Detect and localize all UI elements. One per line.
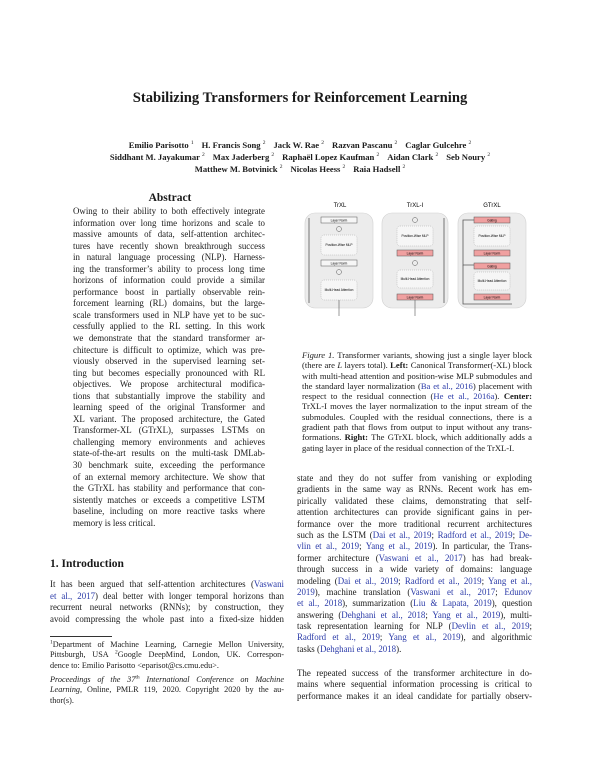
text-line <box>50 602 284 614</box>
bold-label: Left: <box>390 360 409 371</box>
text-span: performance makes it an ideal candidate for partially observ- <box>297 690 532 701</box>
text-line <box>73 229 265 241</box>
author-name: Jack W. Rae <box>273 140 320 150</box>
text-line <box>73 206 265 218</box>
text-line <box>297 553 532 564</box>
citation-link[interactable]: Edunov <box>504 586 532 597</box>
text-span: sistently matches or exceeds a competitive LSTM <box>73 494 265 505</box>
text-line <box>73 460 265 472</box>
text-span: learning speed of the original Transformer and <box>73 402 265 413</box>
text-span: ; <box>425 609 433 620</box>
citation-link[interactable]: Yang et al., <box>487 575 532 586</box>
citation-link[interactable]: Ba et al., 2016 <box>420 380 473 391</box>
citation-link[interactable]: Radford et al., 2019 <box>437 529 513 540</box>
text-span: dence to: Emilio Parisotto <eparisot@cs.cmu.edu>. <box>50 660 219 670</box>
text-line <box>302 381 532 391</box>
superscript: 2 <box>114 649 118 656</box>
text-span: the GTrXL has stability and performance that con- <box>73 483 265 494</box>
citation-link[interactable]: Vaswani <box>253 579 284 589</box>
text-span: ), multi- <box>500 609 533 620</box>
text-span: ). In particular, the Trans- <box>432 541 532 552</box>
text-line <box>302 422 532 432</box>
text-span: gating layer in place of the residual connection of the TrXL-I. <box>302 442 515 453</box>
text-span: ; <box>431 529 438 540</box>
text-line <box>297 564 532 575</box>
text-span: tions that substantially improve the stability and <box>73 390 265 401</box>
text-line <box>73 333 265 345</box>
mlp-box: Position-Wise MLP <box>325 243 353 247</box>
layer-norm-box: Layer Norm <box>406 251 424 256</box>
author-name: Raia Hadsell <box>353 164 401 174</box>
figure-1-caption <box>302 350 532 453</box>
text-span: cessfully applied to the RL setting. In this work <box>73 321 265 332</box>
author-name: Aidan Clark <box>387 152 434 162</box>
text-span: Department of Machine Learning, Carnegie Mellon University, <box>52 640 284 649</box>
text-span: ; <box>398 575 405 586</box>
text-line <box>73 368 265 380</box>
text-span: 30 benchmark suite, exceeding the performance <box>73 460 265 471</box>
text-span: submodules. Coupled with the residual connections, there is a <box>302 411 532 422</box>
text-line <box>302 360 532 370</box>
affiliation-mark: 2 <box>342 164 346 171</box>
attention-box: Multi-Head Attention <box>400 277 430 281</box>
author <box>195 164 283 174</box>
panel-gtrxl <box>458 203 526 308</box>
author <box>291 164 346 174</box>
text-line <box>50 675 284 685</box>
text-span: horizons of information could provide a similar <box>73 275 265 286</box>
text-line <box>73 241 265 253</box>
gating-box: Gating <box>487 264 497 269</box>
text-line <box>73 391 265 403</box>
text-span: baseline, including on more reactive tasks where <box>73 506 265 517</box>
citation-link[interactable]: Vaswani et al., 2017 <box>378 552 463 563</box>
text-line <box>50 591 284 603</box>
text-span: ; <box>512 529 519 540</box>
text-line <box>73 483 265 495</box>
author <box>353 164 405 174</box>
text-span: chitecture is difficult to optimize, which was pre- <box>73 344 265 355</box>
author-name: Emilio Parisotto <box>128 140 189 150</box>
text-line <box>50 614 284 626</box>
text-line <box>73 310 265 322</box>
text-span: ting but becomes especially pronounced with RL <box>73 367 265 378</box>
author-name: Raphaël Lopez Kaufman <box>282 152 375 162</box>
text-span: memory is less critical. <box>73 517 156 528</box>
affiliation-mark: 2 <box>271 152 275 159</box>
attention-box: Multi-Head Attention <box>477 279 507 283</box>
text-line <box>73 356 265 368</box>
affiliation-mark: 2 <box>435 152 439 159</box>
author <box>213 152 274 162</box>
text-line <box>297 507 532 518</box>
bold-label: Center: <box>503 391 532 402</box>
text-line <box>73 298 265 310</box>
text-span: ) deal better with longer temporal horizons than <box>95 590 284 601</box>
proceedings-note <box>50 675 284 706</box>
right-paragraph-1 <box>297 473 532 655</box>
panel-trxl-i <box>382 203 448 316</box>
text-span: objectives. We propose architectural modifica- <box>73 379 265 390</box>
text-line <box>73 264 265 276</box>
author <box>387 152 438 162</box>
text-line <box>302 371 532 381</box>
affiliation-mark: 2 <box>402 164 406 171</box>
text-span: ; <box>359 541 366 552</box>
citation-link[interactable]: Dai et al., 2019 <box>337 575 399 586</box>
text-span: forcement learning (RL) domains, but the large- <box>73 298 265 309</box>
text-line <box>297 576 532 587</box>
text-span: we demonstrate that the standard transformer ar- <box>73 333 265 344</box>
author <box>282 152 379 162</box>
text-line <box>50 696 284 706</box>
superscript: th <box>135 674 140 681</box>
text-span: gradient path that flows from output to input without any trans- <box>302 422 532 433</box>
text-span: ). <box>494 391 504 402</box>
citation-link[interactable]: Yang et al., 2019 <box>388 632 461 643</box>
citation-link[interactable]: De- <box>518 529 532 540</box>
text-span: of an external memory architecture. We show that <box>73 471 265 482</box>
text-line <box>73 402 265 414</box>
text-line <box>297 519 532 530</box>
author-name: Caglar Gulcehre <box>405 140 467 150</box>
text-span: attention architectures can provide significant gains in per- <box>297 507 532 518</box>
layer-norm-box: Layer Norm <box>406 295 424 300</box>
text-line <box>73 252 265 264</box>
text-span: tasks ( <box>297 643 320 654</box>
text-line <box>73 448 265 460</box>
text-line <box>50 661 284 671</box>
footnote-affiliations <box>50 640 284 671</box>
author-line-3 <box>0 164 600 174</box>
text-line <box>73 321 265 333</box>
text-span: gradients in the same way as RNNs. Recent work has em- <box>297 484 532 495</box>
author <box>110 152 205 162</box>
affiliation-mark: 2 <box>321 140 324 147</box>
citation-link[interactable]: Yang et al., 2019 <box>432 609 501 620</box>
text-line <box>297 541 532 552</box>
text-span: task representation learning for NLP ( <box>297 621 452 632</box>
text-line <box>73 425 265 437</box>
text-span: ). <box>396 643 402 654</box>
author <box>202 140 266 150</box>
text-line <box>50 685 284 695</box>
text-span: ; <box>481 575 488 586</box>
text-span: The repeated success of the transformer architecture in do- <box>297 668 532 678</box>
affiliation-mark: 2 <box>201 152 205 159</box>
citation-link[interactable]: Yang et al., 2019 <box>365 541 433 552</box>
text-span: It has been argued that self-attention architectures ( <box>50 579 254 589</box>
text-line <box>297 632 532 643</box>
layer-norm-box: Layer Norm <box>330 261 348 266</box>
citation-link[interactable]: Dehghani et al., 2018 <box>341 609 426 620</box>
text-span: ), machine translation ( <box>314 586 411 597</box>
text-line <box>302 350 532 360</box>
text-line <box>73 345 265 357</box>
text-span: scale transformers used in NLP have yet to be suc- <box>73 309 265 320</box>
text-span: The GTrXL block, which additionally adds a <box>368 432 533 443</box>
citation-link[interactable]: 2019 <box>297 586 315 597</box>
paper-title: Stabilizing Transformers for Reinforcement Learning <box>132 90 468 106</box>
text-span: ; <box>529 621 532 632</box>
author-name: Max Jaderberg <box>212 152 270 162</box>
author-name: Siddhant M. Jayakumar <box>109 152 200 162</box>
text-span: in natural language processing (NLP). Harness- <box>73 252 265 263</box>
citation-link[interactable]: Radford et al., 2019 <box>404 575 482 586</box>
mlp-box: Position-Wise MLP <box>401 234 429 238</box>
author <box>129 140 194 150</box>
italic-text: International Conference on Machine <box>139 675 284 684</box>
text-line <box>297 598 532 609</box>
text-span: such as the LSTM ( <box>297 529 373 540</box>
text-span: formations. <box>302 432 345 443</box>
text-span: (there are <box>302 360 338 371</box>
text-line <box>302 443 532 453</box>
text-span: XL variant. The proposed architecture, the Gated <box>73 413 265 424</box>
text-line <box>297 621 532 632</box>
text-span: modeling ( <box>297 575 338 586</box>
text-line <box>297 496 532 507</box>
text-span: the standard layer normalization ( <box>302 380 421 391</box>
author-name: Razvan Pascanu <box>331 140 393 150</box>
gating-box: Gating <box>487 218 497 223</box>
text-span: Canonical Transformer(-XL) block <box>408 360 532 371</box>
author-name: Seb Noury <box>446 152 486 162</box>
abstract-text <box>73 206 265 529</box>
superscript: 1 <box>50 639 53 646</box>
text-line <box>302 412 532 422</box>
text-line <box>297 610 532 621</box>
text-span: ), and algorithmic <box>460 632 532 643</box>
italic-text: Figure 1. <box>302 350 335 360</box>
author-name: Matthew M. Botvinick <box>194 164 278 174</box>
text-line <box>302 391 532 401</box>
affiliation-mark: 2 <box>487 152 491 159</box>
author <box>446 152 490 162</box>
author-name: Nicolas Heess <box>290 164 341 174</box>
text-line <box>302 401 532 411</box>
author <box>405 140 471 150</box>
affiliation-mark: 2 <box>262 140 266 147</box>
author-line-1 <box>0 140 600 150</box>
affiliation-mark: 2 <box>279 164 283 171</box>
text-span: avoid compressing the whole past into a fixed-size hidden <box>50 613 284 624</box>
italic-text: L <box>337 360 343 371</box>
text-span: Owing to their ability to both effectively integrate <box>73 206 265 216</box>
attention-box: Multi-Head Attention <box>324 288 354 292</box>
text-span: formance over the more traditional recurrent architectures <box>297 518 532 529</box>
citation-link[interactable]: Vaswani et al., 2017 <box>410 586 496 597</box>
text-line <box>73 518 265 530</box>
citation-link[interactable]: Radford et al., 2019 <box>297 632 380 643</box>
text-line <box>302 432 532 442</box>
text-line <box>73 275 265 287</box>
right-paragraph-2 <box>297 668 532 702</box>
panel-trxl <box>305 203 373 316</box>
citation-link[interactable]: He et al., 2016a <box>433 391 495 402</box>
text-span: ; <box>495 586 505 597</box>
author-name: H. Francis Song <box>201 140 261 150</box>
affiliation-mark: 2 <box>394 140 398 147</box>
affiliation-mark: 2 <box>376 152 380 159</box>
text-line <box>50 640 284 650</box>
text-span: information over long time horizons and scale to <box>73 217 265 228</box>
text-span: ) has had break- <box>462 552 533 563</box>
affiliation-mark: 2 <box>468 140 472 147</box>
text-span: thor(s). <box>50 695 74 705</box>
text-span: Transformer variants, showing just a single layer block <box>334 350 532 360</box>
text-span: tures have recently shown breakthrough success <box>73 240 265 251</box>
text-line <box>297 484 532 495</box>
text-line <box>73 506 265 518</box>
text-span: Pittsburgh, USA <box>50 650 115 660</box>
layer-norm-box: Layer Norm <box>483 295 501 300</box>
panel-title: TrXL-I <box>406 203 424 209</box>
citation-link[interactable]: Devlin et al., 2019 <box>451 621 530 632</box>
text-span: Transformer-XL (GTrXL), surpasses LSTMs on <box>73 425 265 436</box>
text-span: mains where sequential information processing is critical to <box>297 679 532 690</box>
text-line <box>73 414 265 426</box>
text-line <box>297 668 532 679</box>
intro-paragraph <box>50 579 284 625</box>
text-line <box>73 287 265 299</box>
introduction-heading: 1. Introduction <box>50 558 124 570</box>
mlp-box: Position-Wise MLP <box>478 234 506 238</box>
abstract-heading: Abstract <box>148 192 192 204</box>
author <box>332 140 397 150</box>
text-span: , Online, PMLR 119, 2020. Copyright 2020 by the au- <box>80 685 284 695</box>
text-span: massive amounts of data, self-attention architec- <box>73 229 265 240</box>
citation-link[interactable]: vlin et al., 2019 <box>297 541 360 552</box>
text-line <box>297 679 532 690</box>
author <box>273 140 324 150</box>
text-span: through success in a wide variety of domains: language <box>297 564 532 575</box>
layer-norm-box: Layer Norm <box>330 218 348 223</box>
text-line <box>297 644 532 655</box>
text-line <box>50 579 284 591</box>
citation-link[interactable]: Liu & Lapata, 2019 <box>413 598 492 609</box>
text-span: viously observed in the supervised learning set- <box>73 356 265 367</box>
text-line <box>297 587 532 598</box>
panel-title: TrXL <box>333 203 347 209</box>
text-span: performance boost in partially observable rein- <box>73 286 265 297</box>
citation-link[interactable]: Dehghani et al., 2018 <box>319 643 397 654</box>
text-span: recurrent neural networks (RNNs); by construction, they <box>50 602 284 613</box>
text-line <box>73 495 265 507</box>
author-line-2 <box>0 152 600 162</box>
panel-title: GTrXL <box>483 203 501 209</box>
text-span: challenging memory environments and achieves <box>73 436 265 447</box>
text-span: layers total). <box>342 360 391 371</box>
affiliation-mark: 1 <box>190 140 194 147</box>
text-span: respect to the residual connection ( <box>302 391 434 402</box>
text-span: state-of-the-art results on the multi-task DMLab- <box>73 448 265 459</box>
text-span: ), summarization ( <box>342 598 414 609</box>
text-span: ing the transformer’s ability to process long time <box>73 263 265 274</box>
text-span: with multi-head attention and position-wise MLP submodules and <box>302 370 532 381</box>
figure-1-diagram <box>298 198 538 318</box>
citation-link[interactable]: et al., 2018 <box>297 598 343 609</box>
text-span: state and they do not suffer from vanishing or exploding <box>297 473 532 483</box>
italic-text: Proceedings of the 37 <box>50 675 136 684</box>
text-span: ), question <box>491 598 533 609</box>
text-span: former architecture ( <box>297 552 379 563</box>
text-line <box>73 379 265 391</box>
italic-text: Learning <box>50 685 81 695</box>
text-line <box>50 650 284 660</box>
text-line <box>297 473 532 484</box>
text-span: TrXL-I moves the layer normalization to the input stream of the <box>302 401 532 412</box>
text-span: pirically validated these claims, demonstrating that self- <box>297 495 532 506</box>
layer-norm-box: Layer Norm <box>483 251 501 256</box>
footnote-rule <box>50 636 112 637</box>
text-line <box>73 472 265 484</box>
text-line <box>297 530 532 541</box>
citation-link[interactable]: Dai et al., 2019 <box>372 529 432 540</box>
text-line <box>297 691 532 702</box>
text-line <box>73 218 265 230</box>
text-line <box>73 437 265 449</box>
bold-label: Right: <box>344 432 369 443</box>
text-span: ; <box>379 632 389 643</box>
text-span: ) placement with <box>472 380 532 391</box>
text-span: answering ( <box>297 609 342 620</box>
citation-link[interactable]: et al., 2017 <box>50 590 96 601</box>
text-span: Google DeepMind, London, UK. Correspon- <box>117 650 284 660</box>
